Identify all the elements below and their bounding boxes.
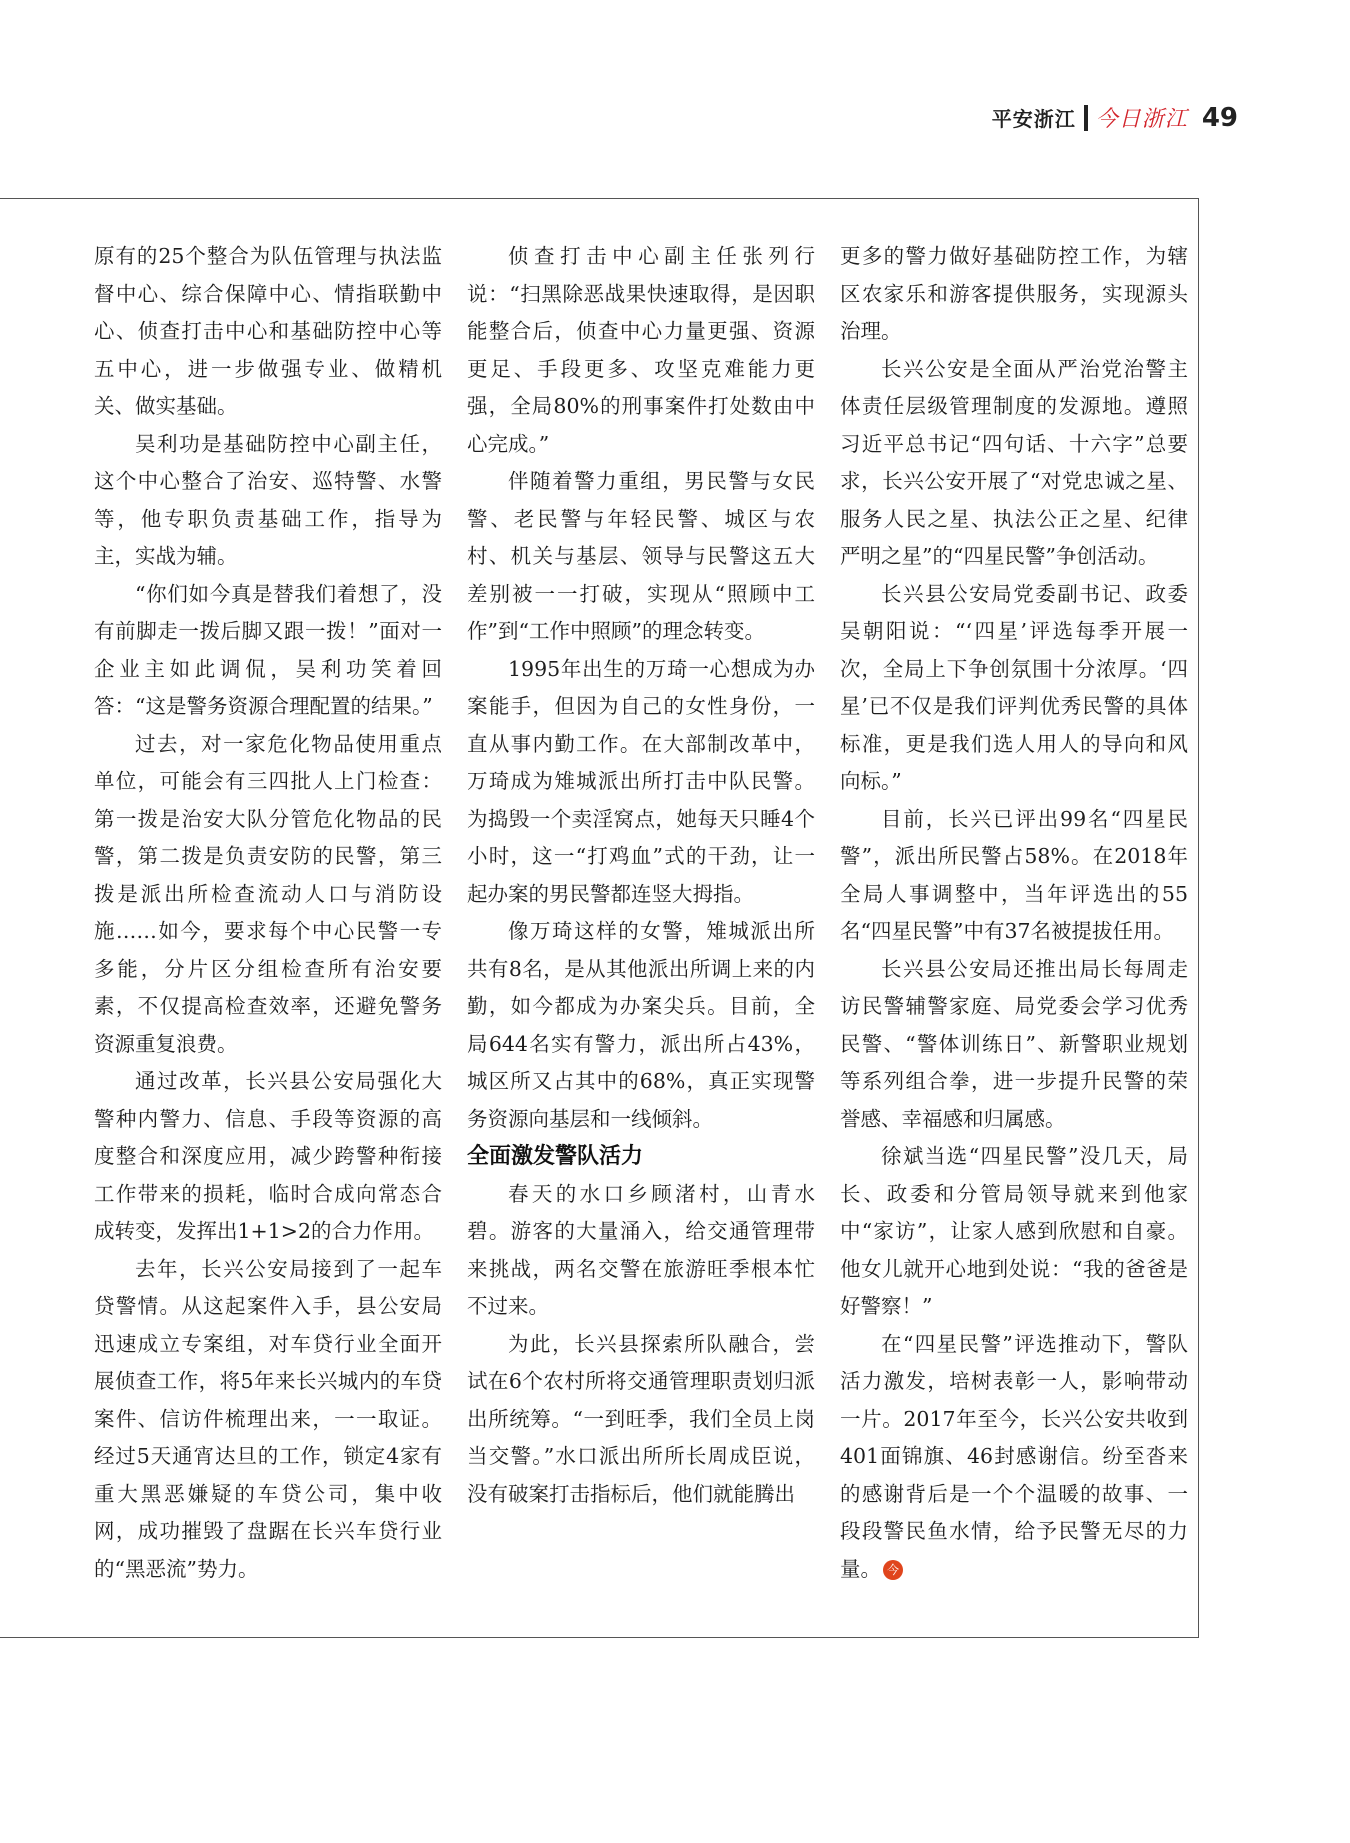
- paragraph: “你们如今真是替我们着想了，没有前脚走一拨后脚又跟一拨！”面对一企业主如此调侃，吴利功笑着回答：“这是警务资源合理配置的结果。”: [94, 581, 442, 718]
- paragraph: 春天的水口乡顾渚村，山青水碧。游客的大量涌入，给交通管理带来挑战，两名交警在旅游旺季根本忙不过来。: [467, 1181, 815, 1318]
- paragraph: 长兴县公安局党委副书记、政委吴朝阳说：“‘四星’评选每季开展一次，全局上下争创氛围十分浓厚。‘四星’已不仅是我们评判优秀民警的具体标准，更是我们选人用人的导向和风向标。”: [840, 581, 1188, 793]
- paragraph: 原有的25个整合为队伍管理与执法监督中心、综合保障中心、情指联勤中心、侦查打击中心和基础防控中心等五中心，进一步做强专业、做精机关、做实基础。: [94, 244, 442, 418]
- paragraph: 像万琦这样的女警，雉城派出所共有8名，是从其他派出所调上来的内勤，如今都成为办案尖兵。目前，全局644名实有警力，派出所占43%，城区所又占其中的68%，真正实现警务资源向基层和一线倾斜。: [467, 919, 815, 1131]
- column-2: [467, 238, 815, 1513]
- column-3: [840, 238, 1188, 1588]
- section-subheading: 全面激发警队活力: [467, 1144, 644, 1169]
- header-divider: [1084, 105, 1088, 131]
- paragraph: 徐斌当选“四星民警”没几天，局长、政委和分管局领导就来到他家中“家访”，让家人感到欣慰和自豪。他女儿就开心地到处说：“我的爸爸是好警察！”: [840, 1144, 1188, 1318]
- paragraph: 去年，长兴公安局接到了一起车贷警情。从这起案件入手，县公安局迅速成立专案组，对车贷行业全面开展侦查工作，将5年来长兴城内的车贷案件、信访件梳理出来，一一取证。经过5天通宵达旦的工作，锁定4家有重大黑恶嫌疑的车贷公司，集中收网，成功摧毁了盘踞在长兴车贷行业的“黑恶流”势力。: [94, 1256, 442, 1581]
- paragraph: 为此，长兴县探索所队融合，尝试在6个农村所将交通管理职责划归派出所统筹。“一到旺季，我们全员上岗当交警。”水口派出所所长周成臣说，没有破案打击指标后，他们就能腾出: [467, 1331, 815, 1506]
- paragraph: 目前，长兴已评出99名“四星民警”，派出所民警占58%。在2018年全局人事调整中，当年评选出的55名“四星民警”中有37名被提拔任用。: [840, 806, 1188, 943]
- paragraph: 1995年出生的万琦一心想成为办案能手，但因为自己的女性身份，一直从事内勤工作。在大部制改革中，万琦成为雉城派出所打击中队民警。为捣毁一个卖淫窝点，她每天只睡4个小时，这一“打鸡血”式的干劲，让一起办案的男民警都连竖大拇指。: [467, 656, 815, 906]
- end-mark-icon: 今: [883, 1560, 903, 1580]
- paragraph: 更多的警力做好基础防控工作，为辖区农家乐和游客提供服务，实现源头治理。: [840, 244, 1188, 343]
- paragraph-text: 在“四星民警”评选推动下，警队活力激发，培树表彰一人，影响带动一片。2017年至今，长兴公安共收到401面锦旗、46封感谢信。纷至沓来的感谢背后是一个个温暖的故事、一段段警民鱼水情，给予民警无尽的力量。: [840, 1331, 1188, 1581]
- paragraph-last: [840, 1326, 1188, 1589]
- paragraph: 长兴县公安局还推出局长每周走访民警辅警家庭、局党委会学习优秀民警、“警体训练日”、新警职业规划等系列组合拳，进一步提升民警的荣誉感、幸福感和归属感。: [840, 956, 1188, 1131]
- paragraph: 过去，对一家危化物品使用重点单位，可能会有三四批人上门检查：第一拨是治安大队分管危化物品的民警，第二拨是负责安防的民警，第三拨是派出所检查流动人口与消防设施……如今，要求每个中心民警一专多能，分片区分组检查所有治安要素，不仅提高检查效率，还避免警务资源重复浪费。: [94, 731, 442, 1056]
- section-title: 平安浙江: [991, 107, 1076, 131]
- paragraph: 吴利功是基础防控中心副主任，这个中心整合了治安、巡特警、水警等，他专职负责基础工作，指导为主，实战为辅。: [94, 431, 442, 568]
- paragraph: 伴随着警力重组，男民警与女民警、老民警与年轻民警、城区与农村、机关与基层、领导与民警这五大差别被一一打破，实现从“照顾中工作”到“工作中照顾”的理念转变。: [467, 469, 815, 643]
- page-number: 49: [1201, 102, 1238, 133]
- magazine-logo: 今日浙江: [1095, 107, 1188, 132]
- page-header: [992, 102, 1238, 133]
- paragraph: 通过改革，长兴县公安局强化大警种内警力、信息、手段等资源的高度整合和深度应用，减少跨警种衔接工作带来的损耗，临时合成向常态合成转变，发挥出1+1>2的合力作用。: [94, 1069, 442, 1243]
- column-1: [94, 238, 442, 1588]
- paragraph: 长兴公安是全面从严治党治警主体责任层级管理制度的发源地。遵照习近平总书记“四句话、十六字”总要求，长兴公安开展了“对党忠诚之星、服务人民之星、执法公正之星、纪律严明之星”的“四星民警”争创活动。: [840, 356, 1188, 568]
- paragraph: 侦查打击中心副主任张列行说：“扫黑除恶战果快速取得，是因职能整合后，侦查中心力量更强、资源更足、手段更多、攻坚克难能力更强，全局80%的刑事案件打处数由中心完成。”: [467, 244, 815, 456]
